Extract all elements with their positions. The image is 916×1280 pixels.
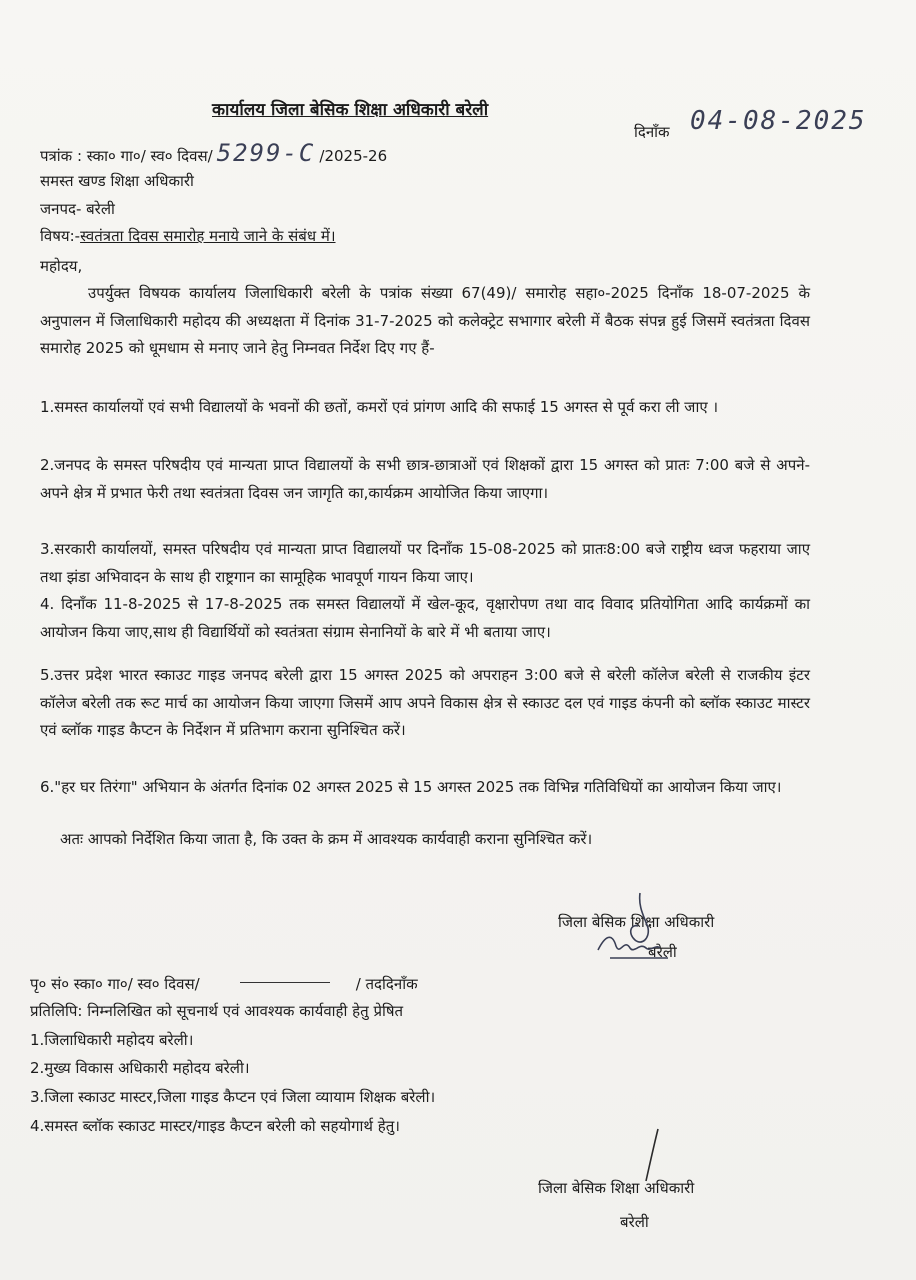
handwritten-signature-1 <box>590 888 680 968</box>
copy-label: प्रतिलिपि: निम्नलिखित को सूचनार्थ एवं आवश्यक कार्यवाही हेतु प्रेषित <box>30 1002 404 1020</box>
date-handwritten: 04-08-2025 <box>690 106 867 136</box>
endorsement-ref-blank <box>240 982 330 983</box>
body-closing: अतः आपको निर्देशित किया जाता है, कि उक्त के क्रम में आवश्यक कार्यवाही कराना सुनिश्चित करें। <box>60 830 593 848</box>
reference-number-handwritten: 5299-C <box>216 139 316 167</box>
date-label: दिनाँक <box>634 123 670 141</box>
body-point-4: 4. दिनाँक 11-8-2025 से 17-8-2025 तक समस्त विद्यालयों में खेल-कूद, वृक्षारोपण तथा वाद विवाद प्रतियोगिता आदि कार्यक्रमों का आयोजन किया जाए,साथ ही विद्यार्थियों को स्वतंत्रता संग्राम सेनानियों के बारे में भी बताया जाए। <box>40 595 810 641</box>
copy-item-1: 1.जिलाधिकारी महोदय बरेली। <box>30 1031 194 1049</box>
signature1-place: बरेली <box>648 943 677 961</box>
body-point-2: 2.जनपद के समस्त परिषदीय एवं मान्यता प्राप्त विद्यालयों के सभी छात्र-छात्राओं एवं शिक्षकों द्वारा 15 अगस्त को प्रातः 7:00 बजे से अपने-अपने क्षेत्र में प्रभात फेरी तथा स्वतंत्रता दिवस जन जागृति का,कार्यक्रम आयोजित किया जाएगा। <box>40 456 810 502</box>
body-intro: उपर्युक्त विषयक कार्यालय जिलाधिकारी बरेली के पत्रांक संख्या 67(49)/ समारोह सहा०-2025 दिनाँक 18-07-2025 के अनुपालन में जिलाधिकारी महोदय की अध्यक्षता में दिनांक 31-7-2025 को कलेक्ट्रेट सभागार बरेली में बैठक संपन्न हुई जिसमें स्वतंत्रता दिवस समारोह 2025 को धूमधाम से मनाए जाने हेतु निम्नवत निर्देश दिए गए हैं- <box>40 284 810 357</box>
subject-label: विषय:- <box>40 227 81 245</box>
reference-line <box>40 139 388 167</box>
handwritten-signature-2 <box>636 1125 666 1185</box>
body-point-5: 5.उत्तर प्रदेश भारत स्काउट गाइड जनपद बरेली द्वारा 15 अगस्त 2025 को अपराहन 3:00 बजे से बरेली कॉलेज बरेली से राजकीय इंटर कॉलेज बरेली तक रूट मार्च का आयोजन किया जाएगा जिसमें आप अपने विकास क्षेत्र से स्काउट दल एवं गाइड कंपनी को ब्लॉक स्काउट मास्टर एवं ब्लॉक गाइड कैप्टन के निर्देशन में प्रतिभाग कराना सुनिश्चित करें। <box>40 666 810 739</box>
office-title: कार्यालय जिला बेसिक शिक्षा अधिकारी बरेली <box>212 100 489 120</box>
addressee-line2: जनपद- बरेली <box>40 200 115 218</box>
endorsement-ref-suffix: / तददिनाँक <box>355 975 418 993</box>
reference-suffix: /2025-26 <box>319 147 388 165</box>
endorsement-ref-prefix: पृ० सं० स्का० गा०/ स्व० दिवस/ <box>30 975 200 993</box>
subject-text: स्वतंत्रता दिवस समारोह मनाये जाने के संबंध में। <box>80 227 336 245</box>
endorsement-ref-line <box>30 974 418 994</box>
body-point-6: 6."हर घर तिरंगा" अभियान के अंतर्गत दिनांक 02 अगस्त 2025 से 15 अगस्त 2025 तक विभिन्न गतिविधियों का आयोजन किया जाए। <box>40 778 782 796</box>
subject-line <box>40 226 336 246</box>
copy-item-4: 4.समस्त ब्लॉक स्काउट मास्टर/गाइड कैप्टन बरेली को सहयोगार्थ हेतु। <box>30 1117 400 1135</box>
body-point-3: 3.सरकारी कार्यालयों, समस्त परिषदीय एवं मान्यता प्राप्त विद्यालयों पर दिनाँक 15-08-2025 को प्रातः8:00 बजे राष्ट्रीय ध्वज फहराया जाए तथा झंडा अभिवादन के साथ ही राष्ट्रगान का सामूहिक भावपूर्ण गायन किया जाए। <box>40 540 810 586</box>
body-point-1: 1.समस्त कार्यालयों एवं सभी विद्यालयों के भवनों की छतों, कमरों एवं प्रांगण आदि की सफाई 15 अगस्त से पूर्व करा ली जाए । <box>40 398 719 416</box>
signature1-designation: जिला बेसिक शिक्षा अधिकारी <box>558 913 715 931</box>
copy-item-2: 2.मुख्य विकास अधिकारी महोदय बरेली। <box>30 1059 250 1077</box>
signature2-place: बरेली <box>620 1213 649 1231</box>
reference-prefix: पत्रांक : स्का० गा०/ स्व० दिवस/ <box>40 147 213 165</box>
copy-item-3: 3.जिला स्काउट मास्टर,जिला गाइड कैप्टन एवं जिला व्यायाम शिक्षक बरेली। <box>30 1088 436 1106</box>
addressee-line1: समस्त खण्ड शिक्षा अधिकारी <box>40 172 194 190</box>
salutation: महोदय, <box>40 257 83 275</box>
signature2-designation: जिला बेसिक शिक्षा अधिकारी <box>538 1179 695 1197</box>
